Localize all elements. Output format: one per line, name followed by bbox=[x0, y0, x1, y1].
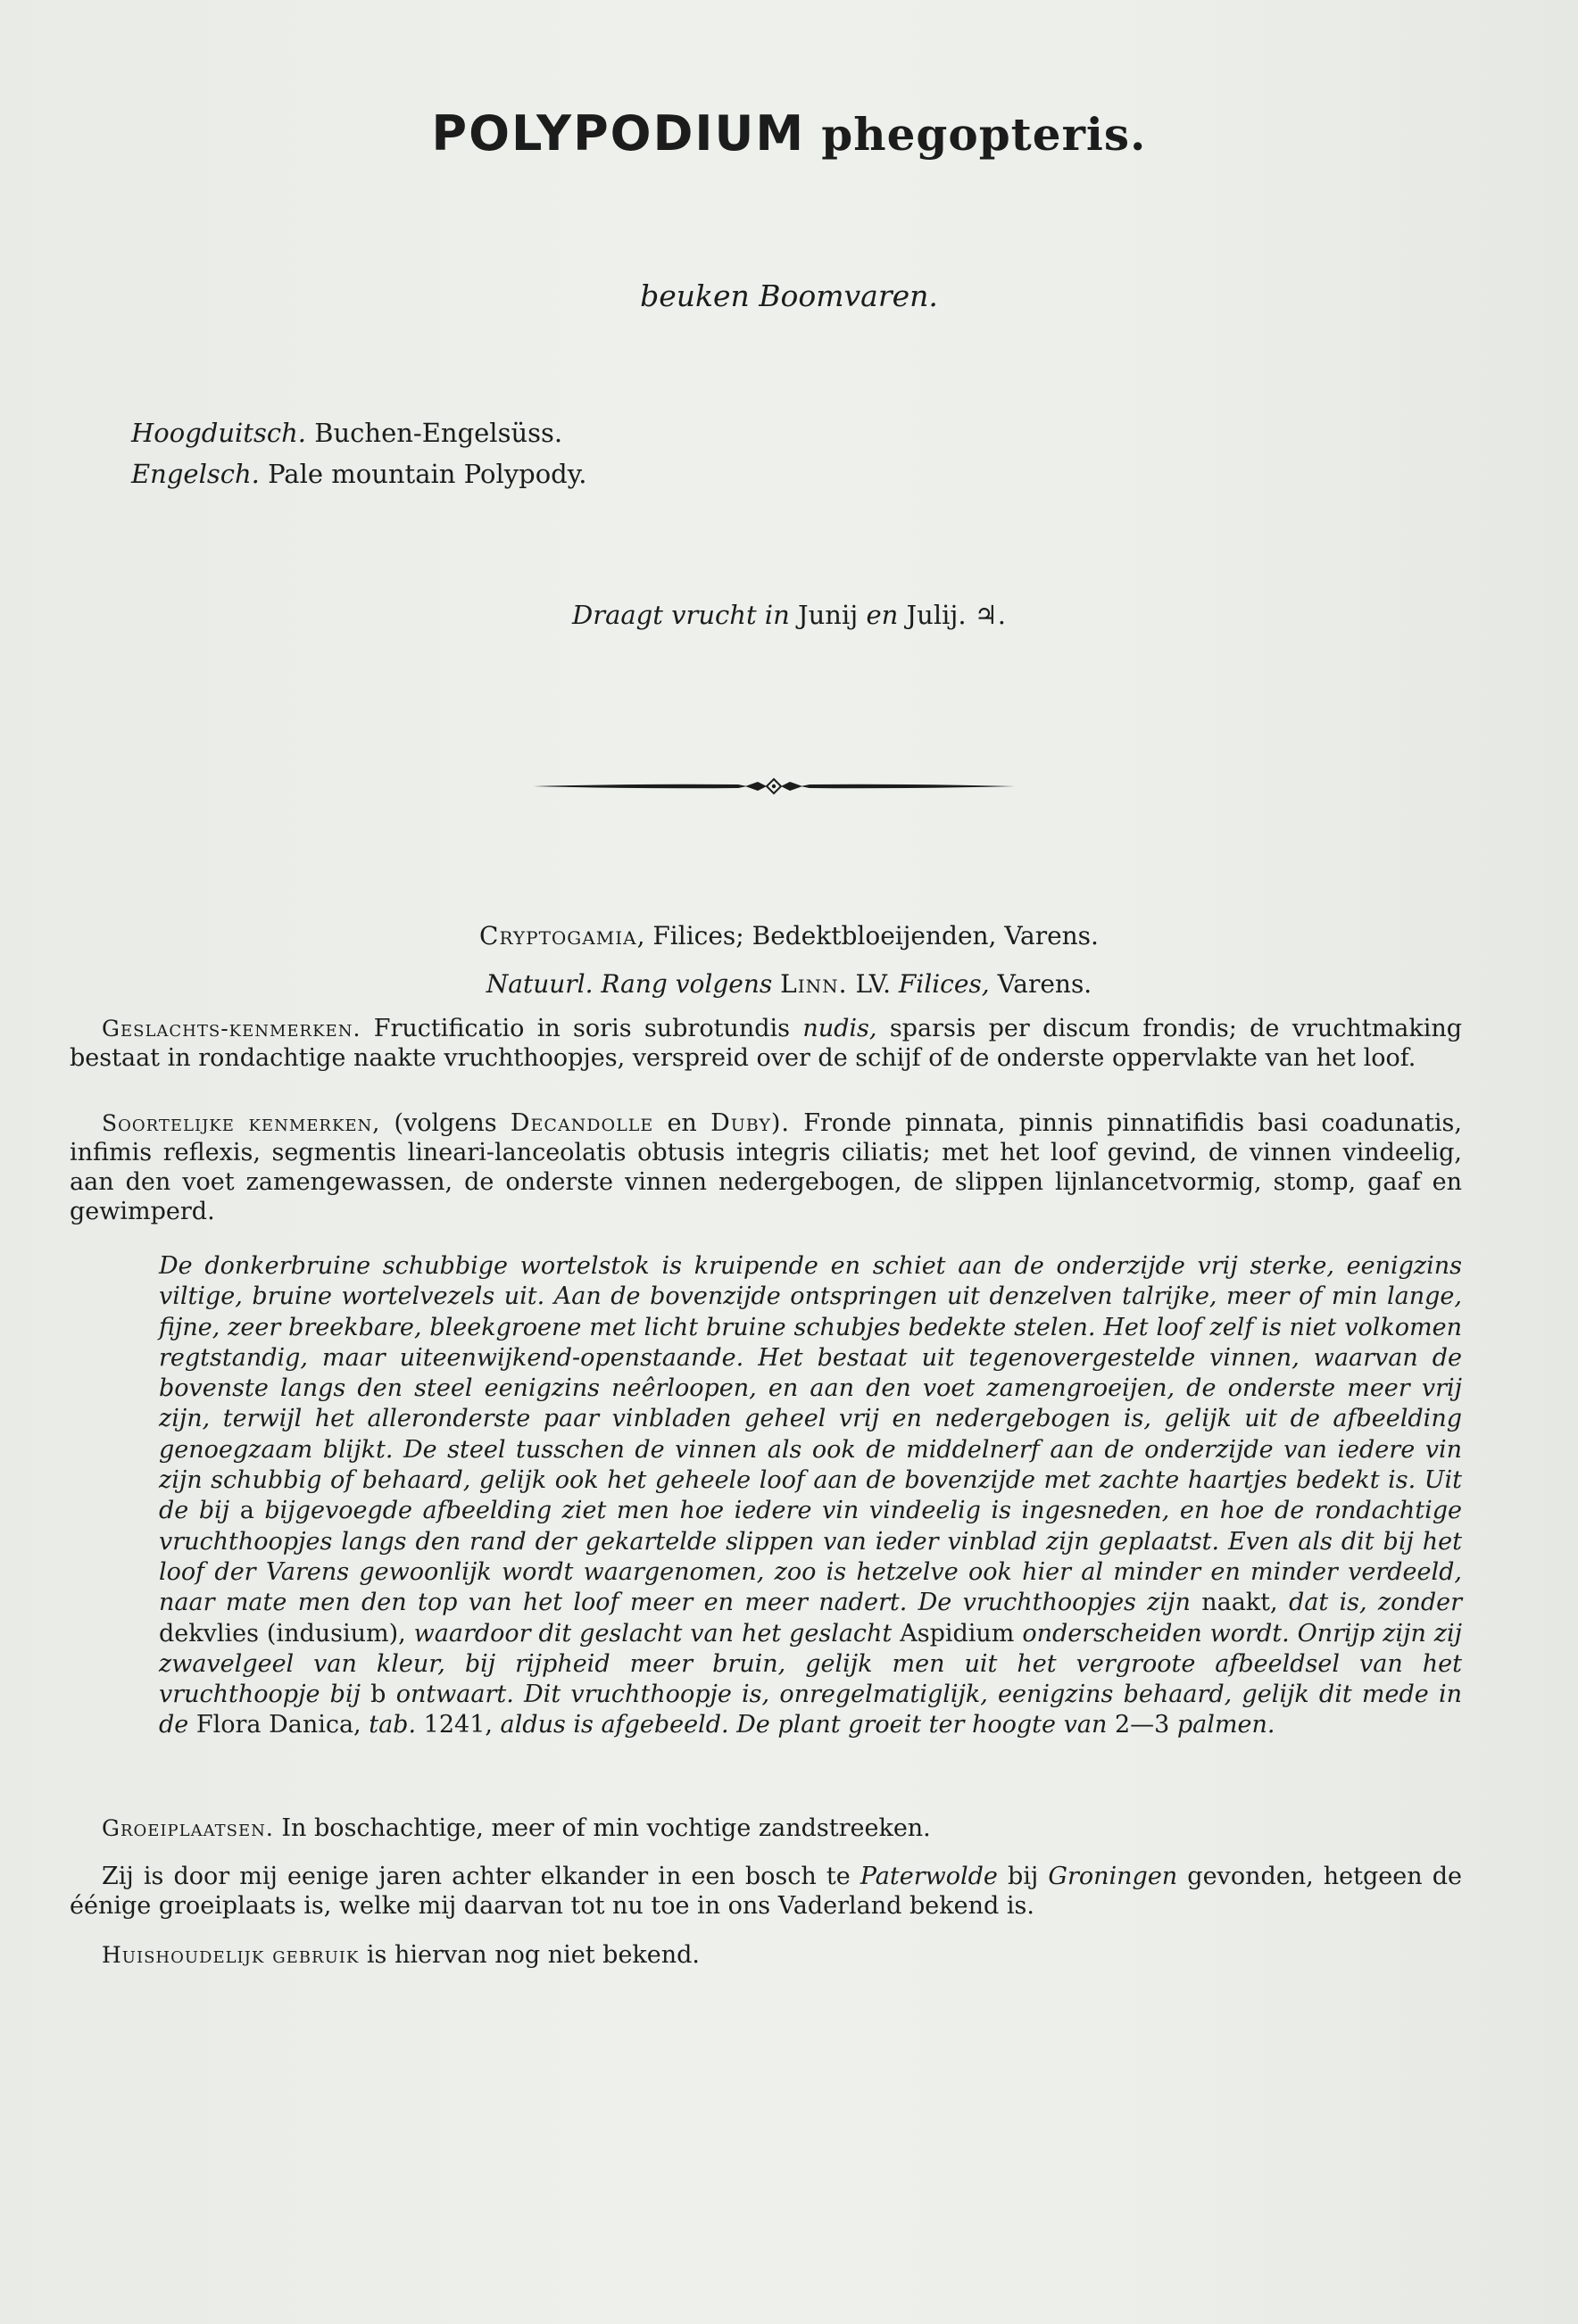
classification-line bbox=[0, 921, 1578, 950]
name-value: Buchen-Engelsüss. bbox=[314, 418, 563, 448]
section-label: Geslachts-kenmerken. bbox=[102, 1016, 361, 1042]
locality-paragraph bbox=[70, 1862, 1462, 1921]
language-label: Engelsch. bbox=[131, 459, 260, 489]
figure-ref-a: a bbox=[239, 1497, 254, 1525]
page-title bbox=[0, 105, 1578, 162]
desc-part: waardoor dit geslacht van het geslacht bbox=[413, 1619, 893, 1648]
desc-part: bijgevoegde afbeelding ziet men hoe iedere vin vindeelig is ingesneden, en hoe de rondachtige vruchthoopjes langs den rand der gekartelde slippen van ieder vinblad zijn geplaatst. Even als dit bij het loof der Varens gewoonlijk wordt waargenomen, zoo is hetzelve ook hier al minder en minder verdeeld, naar mate men den top van het loof meer en meer nadert. De vruchthoopjes zijn bbox=[159, 1497, 1462, 1617]
rank-author: Linn. bbox=[780, 969, 848, 999]
species-characteristics bbox=[70, 1108, 1462, 1226]
desc-roman: dekvlies (indusium), bbox=[159, 1619, 406, 1648]
habitat-paragraph bbox=[70, 1814, 1462, 1843]
rank-family: Filices, bbox=[898, 969, 990, 999]
species-text: Fronde pinnata, pinnis pinnatifidis basi coadunatis, infimis reflexis, segmentis lineari-lanceolatis obtusis integris ciliatis; met het loof gevind, de vinnen vindeelig, aan den voet zamengewassen, de onderste vinnen nedergebogen, de slippen lijnlancetvormig, stomp, gaaf en gewimperd. bbox=[70, 1109, 1462, 1225]
title-species: phegopteris. bbox=[821, 108, 1147, 161]
fruit-month-1: Junij bbox=[797, 600, 859, 630]
language-label: Hoogduitsch. bbox=[131, 418, 306, 448]
description-paragraph bbox=[159, 1251, 1462, 1741]
fruit-conjunction: en bbox=[866, 600, 899, 630]
name-value: Pale mountain Polypody. bbox=[268, 459, 587, 489]
desc-part: De donkerbruine schubbige wortelstok is kruipende en schiet aan de onderzijde vrij sterke, eenigzins viltige, bruine wortelvezels uit. Aan de bovenzijde ontspringen uit denzelven talrijke, meer of min lange, fijne, zeer breekbare, bleekgroene met licht bruine schubjes bedekte stelen. Het loof zelf is niet volkomen regtstandig, maar uiteenwijkend-openstaande. Het bestaat uit tegenovergestelde vinnen, waarvan de bovenste langs den steel eenigzins neêrloopen, en aan den voet zamengroeijen, de onderste meer vrij zijn, terwijl het alleronderste paar vinbladen geheel vrij en nedergebogen is, gelijk uit de afbeelding genoegzaam blijkt. De steel tusschen de vinnen als ook de middelnerf aan de onderzijde van iedere vin zijn schubbig of behaard, gelijk ook het geheele loof aan de bovenzijde met zachte haartjes bedekt is. Uit de bij bbox=[159, 1252, 1462, 1525]
common-name: beuken Boomvaren. bbox=[640, 278, 938, 313]
desc-part: onderscheiden wordt. Onrijp zijn zij zwavelgeel van kleur, bij rijpheid meer bruin, gelijk men uit het vergroote afbeeldsel van het vruchthoopje bij bbox=[159, 1619, 1462, 1709]
species-en: en bbox=[667, 1109, 697, 1137]
species-open: (volgens bbox=[394, 1109, 497, 1137]
desc-roman: naakt, bbox=[1201, 1589, 1278, 1617]
perennial-symbol: ♃. bbox=[974, 600, 1007, 630]
class-rest: , Filices; Bedektbloeijenden, Varens. bbox=[636, 921, 1099, 950]
class-name: Cryptogamia bbox=[479, 921, 637, 950]
natural-rank-line bbox=[0, 969, 1578, 999]
section-label: Soortelijke kenmerken, bbox=[102, 1110, 381, 1136]
place-groningen: Groningen bbox=[1048, 1863, 1178, 1890]
locality-text: Zij is door mij eenige jaren achter elkander in een bosch te bbox=[102, 1863, 851, 1890]
section-label: Groeiplaatsen. bbox=[102, 1815, 274, 1841]
rank-prefix: Natuurl. Rang volgens bbox=[486, 969, 773, 999]
use-text: is hiervan nog niet bekend. bbox=[366, 1941, 701, 1969]
genus-italic: nudis, bbox=[802, 1015, 877, 1042]
place-paterwolde: Paterwolde bbox=[860, 1863, 998, 1890]
author-duby: Duby). bbox=[710, 1109, 791, 1137]
vernacular-names bbox=[131, 412, 586, 494]
ornament-divider-icon bbox=[533, 775, 1015, 798]
fruiting-season bbox=[0, 600, 1578, 630]
height-range: 2—3 bbox=[1114, 1711, 1170, 1739]
rank-common: Varens. bbox=[997, 969, 1092, 999]
desc-part: dat is, zonder bbox=[1288, 1589, 1462, 1617]
name-english bbox=[131, 453, 586, 494]
locality-text: bij bbox=[1007, 1863, 1039, 1890]
desc-part: ontwaart. Dit vruchthoopje is, onregelmatiglijk, eenigzins behaard, gelijk dit mede in de bbox=[159, 1681, 1462, 1739]
title-genus: POLYPODIUM bbox=[431, 105, 806, 162]
habitat-text: In boschachtige, meer of min vochtige zandstreeken. bbox=[281, 1814, 931, 1842]
name-german bbox=[131, 412, 586, 453]
genus-aspidium: Aspidium bbox=[900, 1619, 1015, 1648]
locality-text: gevonden, hetgeen de éénige groeiplaats is, welke mij daarvan tot nu toe in ons Vaderland bekend is. bbox=[70, 1863, 1462, 1920]
author-decandolle: Decandolle bbox=[510, 1109, 654, 1137]
genus-characteristics bbox=[70, 1014, 1462, 1073]
genus-latin: Fructificatio in soris subrotundis bbox=[373, 1015, 790, 1042]
figure-ref-b: b bbox=[370, 1681, 386, 1709]
fruit-month-2: Julij. bbox=[906, 600, 967, 630]
plate-number: 1241, bbox=[423, 1711, 493, 1739]
desc-part: palmen. bbox=[1176, 1711, 1275, 1739]
genus-text: sparsis per discum frondis; de vruchtmaking bestaat in rondachtige naakte vruchthoopjes, verspreid over de schijf of de onderste oppervlakte van het loof. bbox=[70, 1015, 1463, 1072]
flora-danica-ref: Flora Danica, bbox=[195, 1711, 361, 1739]
household-use-paragraph bbox=[70, 1940, 1462, 1970]
rank-number: LV. bbox=[855, 969, 891, 999]
desc-part: tab. bbox=[369, 1711, 417, 1739]
section-label: Huishoudelijk gebruik bbox=[102, 1942, 360, 1968]
desc-part: aldus is afgebeeld. De plant groeit ter hoogte van bbox=[500, 1711, 1108, 1739]
fruit-label: Draagt vrucht in bbox=[571, 600, 790, 630]
